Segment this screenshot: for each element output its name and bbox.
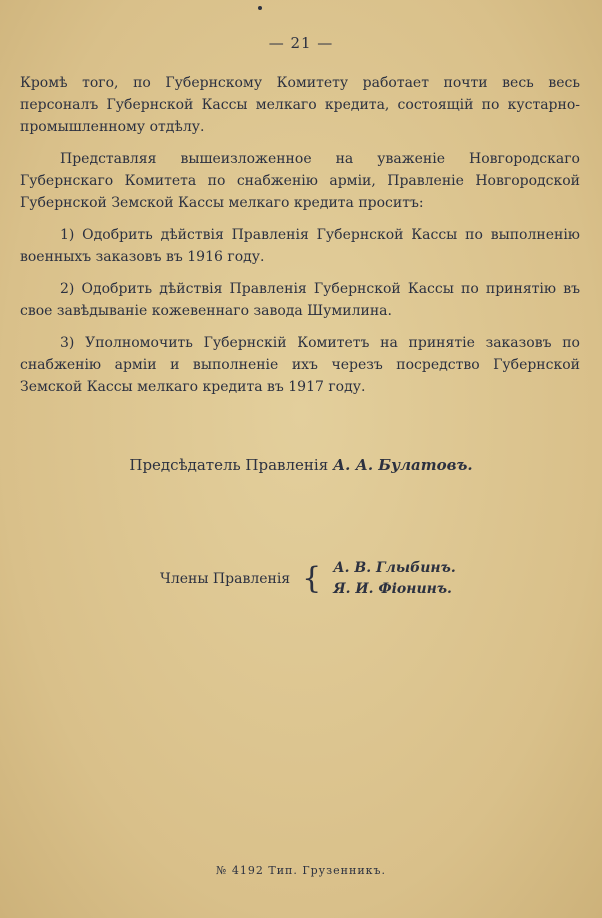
paragraph-item-3: 3) Уполномочить Губернскій Комитетъ на принятіе заказовъ по снабженію арміи и выполненіе ихъ черезъ посредство Губернской Земской Кассы мелкаго кредита въ 1917 году. bbox=[20, 335, 580, 395]
paragraph-item-2: 2) Одобрить дѣйствія Правленія Губернской Кассы по принятію въ свое завѣдываніе кожевеннаго завода Шумилина. bbox=[20, 281, 580, 319]
chairman-line bbox=[0, 456, 602, 474]
member-name: А. В. Глыбинъ. bbox=[333, 560, 456, 576]
member-name: Я. И. Фіонинъ. bbox=[333, 581, 452, 597]
members-names bbox=[333, 558, 455, 600]
printer-imprint: № 4192 Тип. Грузенникъ. bbox=[215, 864, 387, 877]
brace-mark: { bbox=[302, 561, 322, 596]
ink-speck bbox=[258, 6, 262, 10]
chairman-signature: А. А. Булатовъ. bbox=[332, 456, 473, 474]
members-label: Члены Правленія bbox=[160, 571, 291, 587]
page-number: — 21 — bbox=[268, 34, 334, 52]
paragraph-item-1: 1) Одобрить дѣйствія Правленія Губернской Кассы по выполненію военныхъ заказовъ въ 1916 году. bbox=[20, 227, 580, 265]
paragraph-intro: Кромѣ того, по Губернскому Комитету работает почти весь весь персоналъ Губернской Кассы мелкаго кредита, состоящій по кустарно-промышленному отдѣлу. bbox=[20, 75, 580, 135]
document-body bbox=[20, 72, 580, 408]
paragraph-request: Представляя вышеизложенное на уваженіе Новгородскаго Губернскаго Комитета по снабженію арміи, Правленіе Новгородской Губернской Земской Кассы мелкаго кредита проситъ: bbox=[20, 151, 580, 211]
members-block bbox=[160, 558, 456, 600]
chairman-label: Предсѣдатель Правленія bbox=[129, 456, 329, 474]
